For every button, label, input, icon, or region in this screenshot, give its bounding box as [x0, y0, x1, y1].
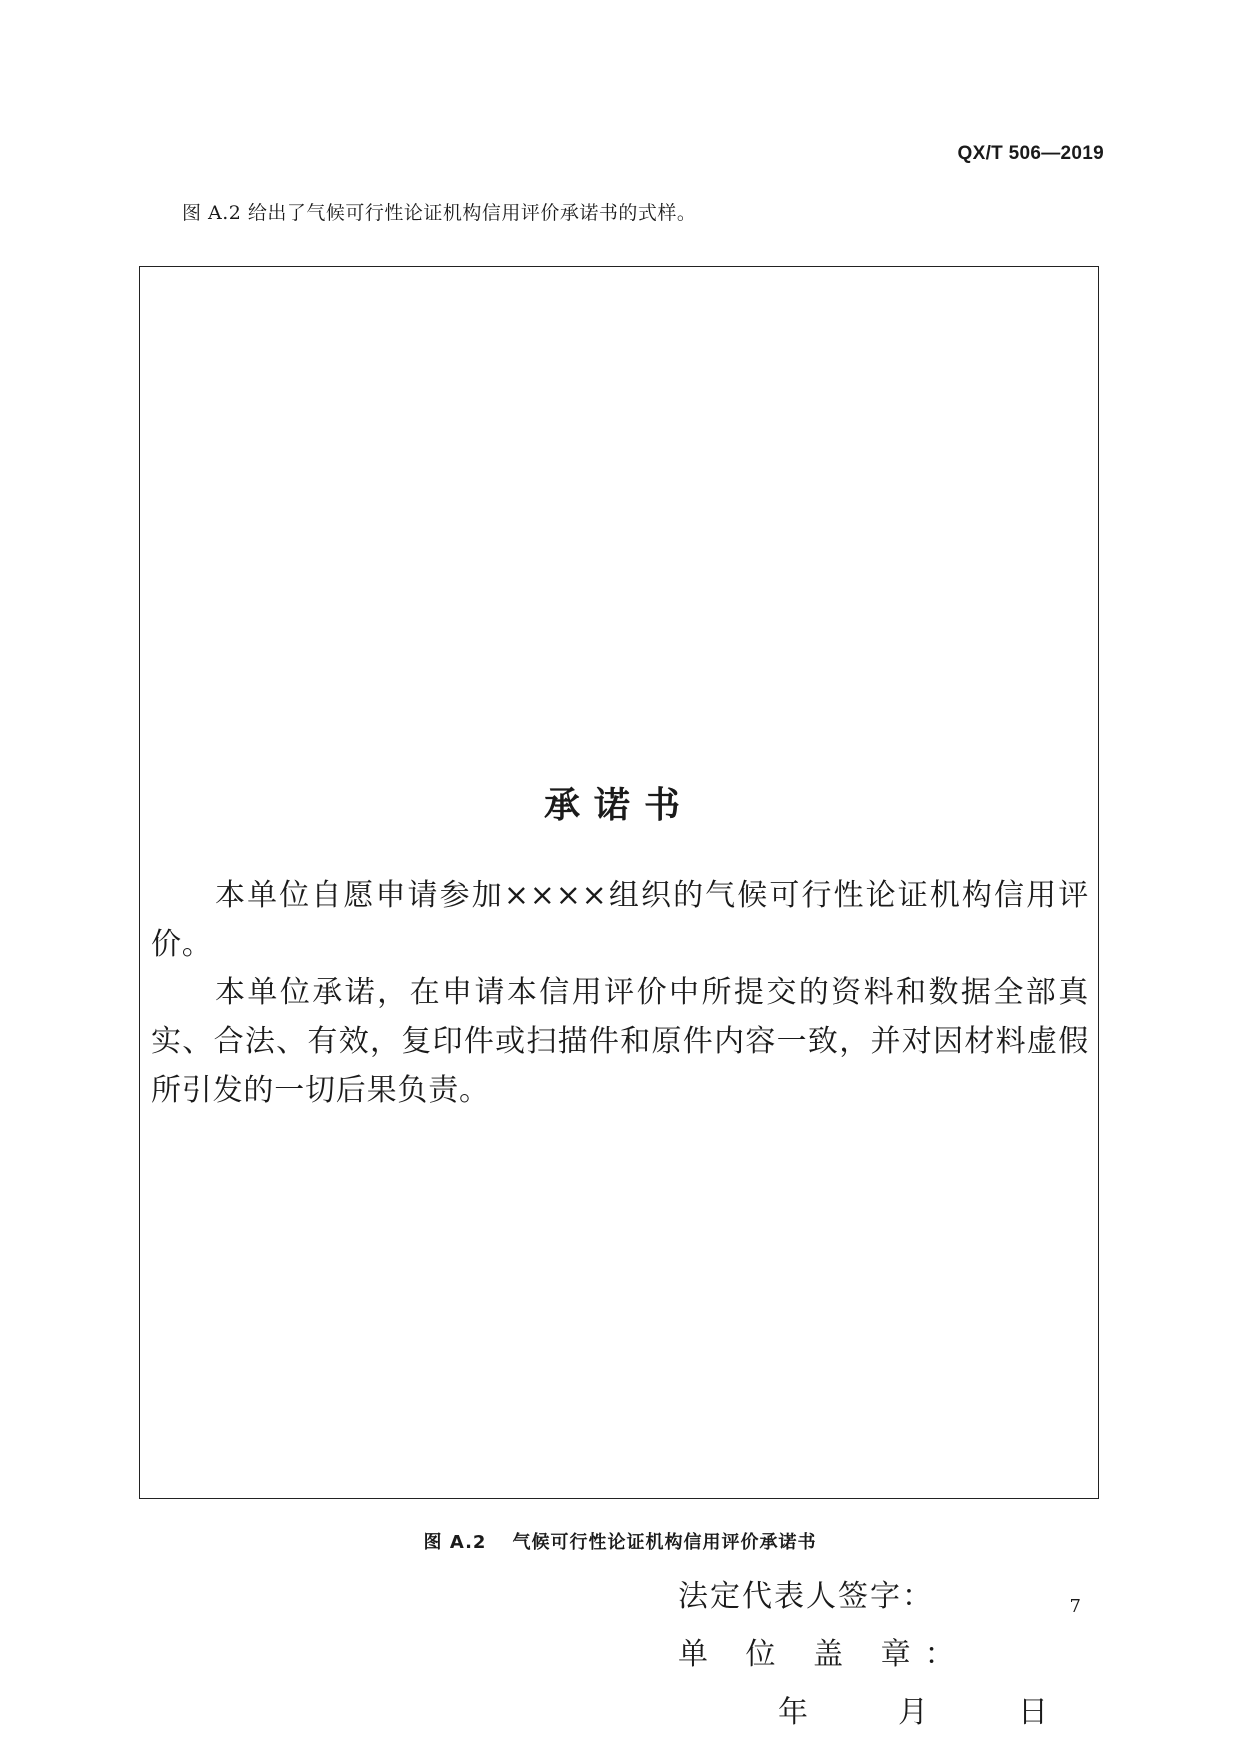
intro-text: 图 A.2 给出了气候可行性论证机构信用评价承诺书的式样。 [182, 202, 697, 224]
page-number: 7 [1069, 1596, 1081, 1617]
figure-number: 图 A.2 [423, 1532, 487, 1553]
form-paragraph-1: 本单位自愿申请参加××××组织的气候可行性论证机构信用评价。 [151, 878, 1089, 962]
standard-code: QX/T 506—2019 [957, 143, 1104, 164]
form-title: 承诺书 [543, 785, 694, 826]
figure-caption [0, 1528, 1240, 1554]
figure-title: 气候可行性论证机构信用评价承诺书 [512, 1532, 817, 1553]
date-line: 年 月 日 [778, 1695, 1058, 1730]
legal-rep-signature-label: 法定代表人签字： [678, 1579, 934, 1614]
seal-label: 单 位 盖 章： [678, 1637, 969, 1672]
form-paragraph-2: 本单位承诺，在申请本信用评价中所提交的资料和数据全部真实、合法、有效，复印件或扫描件和原件内容一致，并对因材料虚假所引发的一切后果负责。 [151, 975, 1089, 1108]
